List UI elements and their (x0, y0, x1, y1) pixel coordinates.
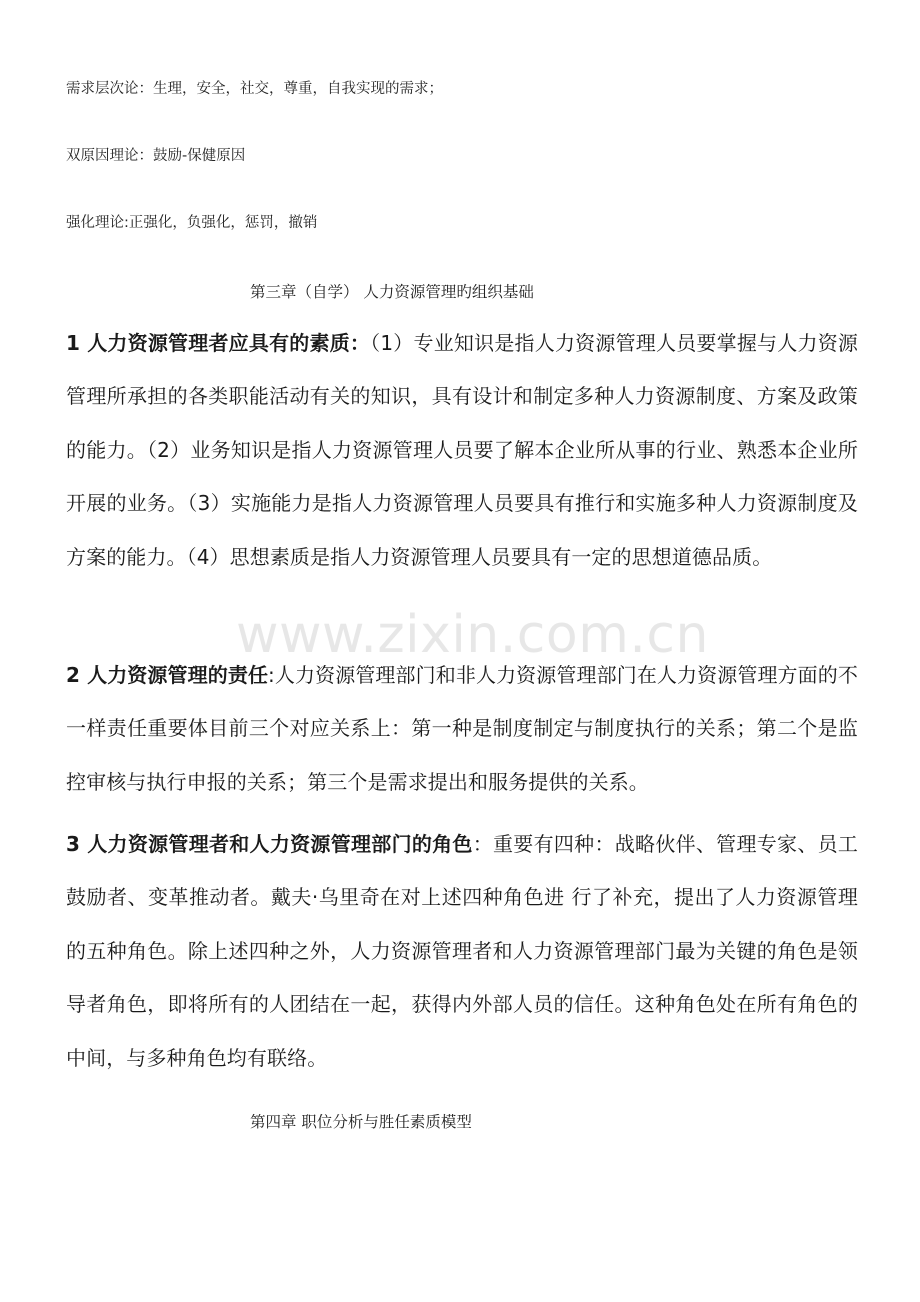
hierarchy-theory-line: 需求层次论：生理，安全，社交，尊重，自我实现的需求； (66, 81, 443, 97)
paragraph-responsibility (66, 649, 858, 809)
two-factor-theory-line: 双原因理论：鼓励-保健原因 (66, 148, 246, 164)
chapter3-title: 第三章（自学） 人力资源管理旳组织基础 (250, 283, 534, 301)
watermark: www.zixin.com.cn (236, 605, 709, 665)
chapter4-title: 第四章 职位分析与胜任素质模型 (250, 1113, 472, 1131)
paragraph-roles-body: ：重要有四种：战略伙伴、管理专家、员工鼓励者、变革推动者。戴夫·乌里奇在对上述四种角色进 行了补充，提出了人力资源管理的五种角色。除上述四种之外，人力资源管理者和人力资源管理部门最为关键的角色是领导者角色，即将所有的人团结在一起，获得内外部人员的信任。这种角色处在所有角色的中间，与多种角色均有联络。 (66, 832, 859, 1070)
paragraph-responsibility-body: :人力资源管理部门和非人力资源管理部门在人力资源管理方面的不一样责任重要体目前三个对应关系上：第一种是制度制定与制度执行的关系；第二个是监控审核与执行申报的关系；第三个是需求提出和服务提供的关系。 (66, 663, 858, 794)
paragraph-responsibility-lead: 2 人力资源管理的责任 (66, 663, 269, 687)
paragraph-qualities-lead: 1 人力资源管理者应具有的素质： (66, 331, 371, 355)
paragraph-roles (66, 818, 858, 1085)
paragraph-roles-lead: 3 人力资源管理者和人力资源管理部门的角色 (66, 832, 473, 856)
paragraph-qualities-body: （1）专业知识是指人力资源管理人员要掌握与人力资源管理所承担的各类职能活动有关的知识，具有设计和制定多种人力资源制度、方案及政策的能力。（2）业务知识是指人力资源管理人员要了解本企业所从事的行业、熟悉本企业所开展的业务。（3）实施能力是指人力资源管理人员要具有推行和实施多种人力资源制度及方案的能力。（4）思想素质是指人力资源管理人员要具有一定的思想道德品质。 (66, 331, 858, 569)
reinforcement-theory-line: 强化理论:正强化，负强化，惩罚，撤销 (66, 215, 318, 231)
paragraph-qualities (66, 317, 858, 584)
